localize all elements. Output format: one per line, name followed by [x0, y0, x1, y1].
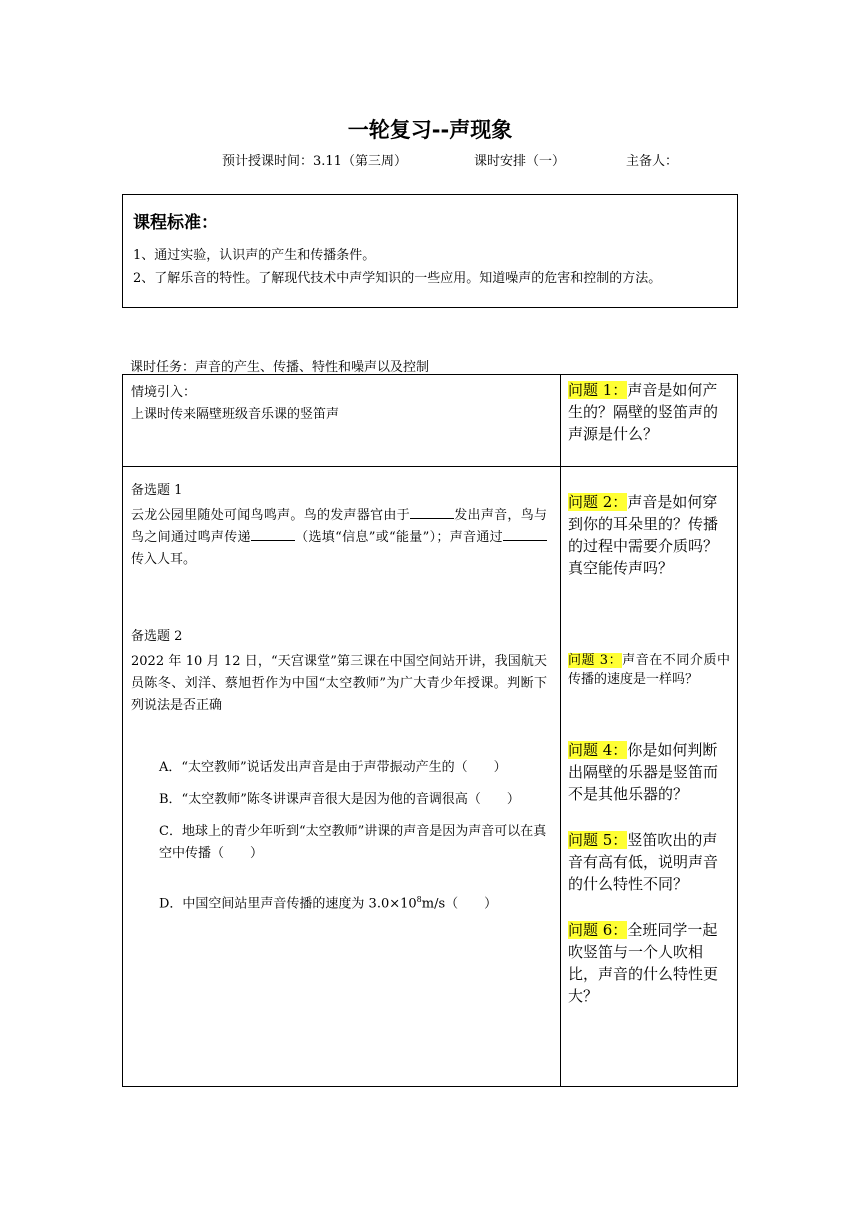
- exercise2-option-c: C．地球上的青少年听到“太空教师”讲课的声音是因为声音可以在真空中传播（ ）: [159, 824, 547, 861]
- standard-item: 2、了解乐音的特性。了解现代技术中声学知识的一些应用。知道噪声的危害和控制的方法。: [133, 271, 662, 286]
- question-4: 问题 4：你是如何判断出隔壁的乐器是竖笛而不是其他乐器的？: [568, 741, 719, 803]
- exercise2-option-a: A．“太空教师”说话发出声音是由于声带振动产生的（ ）: [159, 760, 507, 775]
- curriculum-standards-box: [122, 194, 738, 308]
- standard-item: 1、通过实验，认识声的产生和传播条件。: [133, 248, 376, 263]
- exercise2-label: 备选题 2: [131, 629, 183, 644]
- lesson-task: 课时任务：声音的产生、传播、特性和噪声以及控制: [130, 360, 430, 375]
- lesson-preparer: 主备人：: [626, 154, 679, 169]
- answer-blank: [410, 506, 454, 519]
- question-label: 问题 2：: [568, 493, 628, 511]
- answer-blank: [251, 528, 295, 541]
- lesson-table: [122, 374, 738, 1087]
- column-divider: [560, 375, 561, 1086]
- answer-blank: [503, 528, 547, 541]
- row-divider: [123, 466, 737, 467]
- question-label: 问题 5：: [568, 831, 628, 849]
- intro-text: 上课时传来隔壁班级音乐课的竖笛声: [131, 407, 340, 422]
- question-label: 问题 1：: [568, 381, 628, 399]
- question-3: 问题 3：声音在不同介质中传播的速度是一样吗？: [568, 653, 730, 687]
- question-label: 问题 3：: [568, 653, 623, 668]
- question-6: 问题 6：全班同学一起吹竖笛与一个人吹相比，声音的什么特性更大？: [568, 921, 719, 1005]
- question-label: 问题 6：: [568, 921, 628, 939]
- question-label: 问题 4：: [568, 741, 628, 759]
- exercise2-option-b: B．“太空教师”陈冬讲课声音很大是因为他的音调很高（ ）: [159, 792, 520, 807]
- exercise2-stem: 2022 年 10 月 12 日，“天宫课堂”第三课在中国空间站开讲，我国航天员陈冬、刘洋、蔡旭哲作为中国“太空教师”为广大青少年授课。判断下列说法是否正确: [131, 654, 547, 713]
- exercise2-option-d: D．中国空间站里声音传播的速度为 $3.0\times 10^8m/s$（ ）: [159, 895, 498, 912]
- page-title: 一轮复习--声现象: [347, 118, 513, 142]
- exercise1-text: 云龙公园里随处可闻鸟鸣声。鸟的发声器官由于 发出声音，鸟与鸟之间通过鸣声传递 （选填“信息”或“能量”）；声音通过传入人耳。: [131, 508, 547, 567]
- question-5: 问题 5：竖笛吹出的声音有高有低，说明声音的什么特性不同？: [568, 831, 719, 893]
- exercise1-label: 备选题 1: [131, 483, 183, 498]
- intro-label: 情境引入：: [131, 385, 197, 400]
- question-2: 问题 2：声音是如何穿到你的耳朵里的？传播的过程中需要介质吗？真空能传声吗？: [568, 493, 719, 577]
- lesson-schedule: 课时安排（一）: [474, 154, 566, 169]
- standards-heading: 课程标准：: [133, 213, 218, 233]
- question-1: 问题 1：声音是如何产生的？隔壁的竖笛声的声源是什么？: [568, 381, 719, 443]
- lesson-time: 预计授课时间：3.11（第三周）: [222, 154, 407, 169]
